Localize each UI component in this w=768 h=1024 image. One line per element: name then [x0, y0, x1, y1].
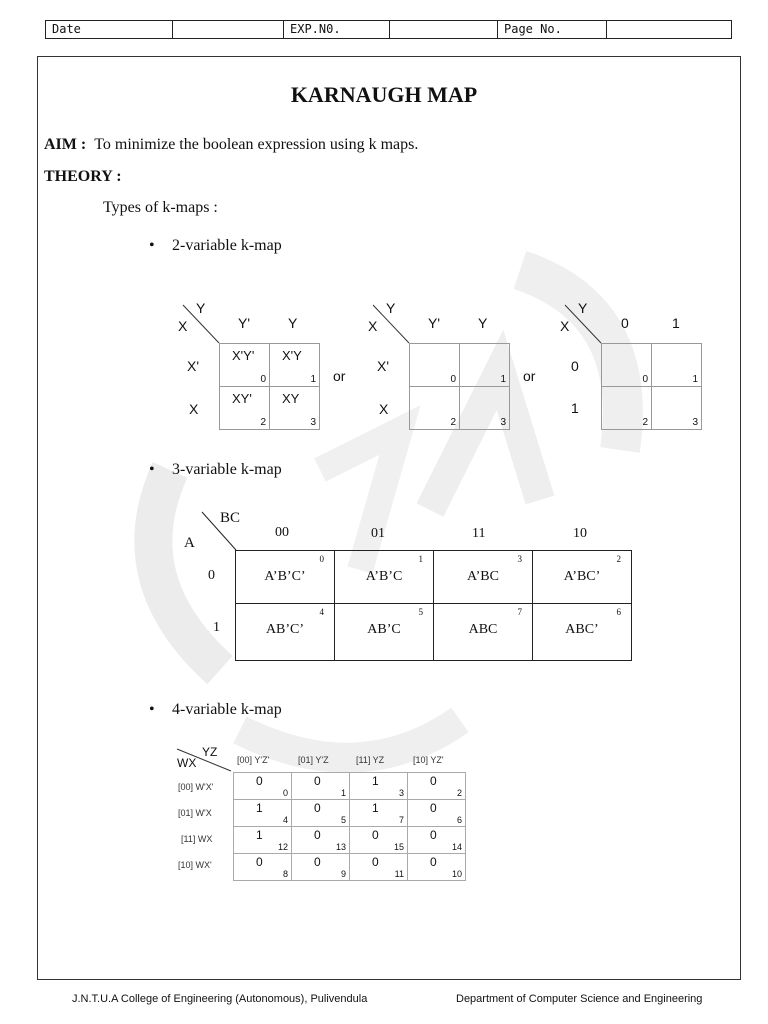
- footer-department: Department of Computer Science and Engineering: [456, 993, 703, 1005]
- col-header: 0: [621, 315, 629, 331]
- col-header: 01: [371, 526, 385, 541]
- kmap-cell: XY 3: [270, 387, 320, 430]
- kmap-cell: 0: [602, 344, 652, 387]
- col-header: Y': [238, 315, 251, 331]
- var-y: Y: [386, 300, 396, 316]
- footer-college: J.N.T.U.A College of Engineering (Autonomous), Pulivendula: [72, 993, 368, 1005]
- row-header: [10] WX': [178, 860, 212, 870]
- row-header: 0: [571, 358, 579, 374]
- kmap-grid: [235, 550, 632, 661]
- row-header: X: [189, 401, 199, 417]
- col-header: [01] Y'Z: [298, 755, 329, 765]
- aim-text: To minimize the boolean expression using k maps.: [94, 136, 419, 153]
- kmap-cell: XY' 2: [220, 387, 270, 430]
- col-header: [10] YZ': [413, 755, 444, 765]
- col-header: [11] YZ: [356, 755, 385, 765]
- header-table: [45, 20, 732, 39]
- col-header: 10: [573, 526, 587, 541]
- date-label: Date: [46, 21, 173, 38]
- kmap-cell: 0 8: [234, 854, 292, 881]
- row-header: 1: [571, 400, 579, 416]
- kmap-cell: 3: [460, 387, 510, 430]
- col-header: 1: [672, 315, 680, 331]
- exp-value: [390, 21, 498, 38]
- kmap-cell: 1: [460, 344, 510, 387]
- kmap-cell: 0 5: [292, 800, 350, 827]
- kmap-cell: 1 12: [234, 827, 292, 854]
- var-y: Y: [196, 300, 206, 316]
- var-a: A: [184, 535, 195, 551]
- row-header: X': [187, 358, 200, 374]
- kmap-cell: 2: [410, 387, 460, 430]
- row-header: X': [377, 358, 390, 374]
- kmap-cell: 0 14: [408, 827, 466, 854]
- kmap-cell: AB’C’ 4: [236, 604, 335, 661]
- var-x: X: [560, 318, 570, 334]
- aim-label: AIM :: [44, 136, 87, 153]
- kmap-cell: 1 7: [350, 800, 408, 827]
- var-x: X: [368, 318, 378, 334]
- kmap-cell: 1 4: [234, 800, 292, 827]
- row-header: 1: [213, 620, 220, 635]
- kmap-cell: 0 15: [350, 827, 408, 854]
- kmap-grid: [601, 343, 702, 430]
- types-text: Types of k-maps :: [103, 199, 218, 216]
- row-header: [00] W'X': [178, 782, 214, 792]
- kmap-cell: 0: [410, 344, 460, 387]
- col-header: 11: [472, 526, 486, 541]
- col-header: [00] Y'Z': [237, 755, 270, 765]
- kmap-cell: 3: [652, 387, 702, 430]
- kmap-grid: [409, 343, 510, 430]
- kmap-cell: ABC 7: [434, 604, 533, 661]
- kmap-cell: AB’C 5: [335, 604, 434, 661]
- var-x: X: [178, 318, 188, 334]
- page-label: Page No.: [498, 21, 607, 38]
- kmap-cell: 0 2: [408, 773, 466, 800]
- row-header: [01] W'X: [178, 808, 212, 818]
- kmap-cell: 1 3: [350, 773, 408, 800]
- kmap-cell: A’B’C’ 0: [236, 551, 335, 604]
- kmap-4var: [175, 745, 475, 885]
- kmap-cell: 0 6: [408, 800, 466, 827]
- col-header: 00: [275, 525, 289, 540]
- row-header: [11] WX: [181, 834, 213, 844]
- kmap-cell: 0 10: [408, 854, 466, 881]
- kmap-cell: A’BC’ 2: [533, 551, 632, 604]
- kmap-cell: 0 1: [292, 773, 350, 800]
- row-header: X: [379, 401, 389, 417]
- exp-label: EXP.N0.: [284, 21, 390, 38]
- aim-line: [44, 136, 418, 154]
- row-header: 0: [208, 568, 215, 583]
- kmap-cell: A’BC 3: [434, 551, 533, 604]
- kmap-cell: X'Y 1: [270, 344, 320, 387]
- page-value: [607, 21, 731, 38]
- kmap-cell: A’B’C 1: [335, 551, 434, 604]
- page-title: KARNAUGH MAP: [290, 82, 478, 107]
- kmap-cell: 0 13: [292, 827, 350, 854]
- kmap-2var-indexed: [368, 300, 518, 435]
- kmap-cell: 1: [652, 344, 702, 387]
- col-header: Y': [428, 315, 441, 331]
- kmap-cell: 0 0: [234, 773, 292, 800]
- var-wx: WX: [177, 756, 197, 770]
- date-value: [173, 21, 284, 38]
- col-header: Y: [478, 315, 488, 331]
- kmap-grid: [219, 343, 320, 430]
- kmap-2var-symbolic: [178, 300, 328, 435]
- col-header: Y: [288, 315, 298, 331]
- kmap-cell: 0 9: [292, 854, 350, 881]
- kmap-cell: 2: [602, 387, 652, 430]
- bullet-4var: • 4-variable k-map: [172, 701, 282, 719]
- var-yz: YZ: [202, 745, 218, 759]
- or-text: or: [333, 368, 346, 384]
- bullet-2var: • 2-variable k-map: [172, 237, 282, 255]
- theory-label: THEORY :: [44, 168, 122, 185]
- kmap-cell: ABC’ 6: [533, 604, 632, 661]
- bullet-3var: • 3-variable k-map: [172, 461, 282, 479]
- var-bc: BC: [220, 510, 241, 526]
- or-text: or: [523, 368, 536, 384]
- kmap-3var: [180, 508, 640, 668]
- kmap-cell: X'Y' 0: [220, 344, 270, 387]
- kmap-grid: [233, 772, 466, 881]
- kmap-2var-binary: [560, 300, 710, 435]
- var-y: Y: [578, 300, 588, 316]
- kmap-cell: 0 11: [350, 854, 408, 881]
